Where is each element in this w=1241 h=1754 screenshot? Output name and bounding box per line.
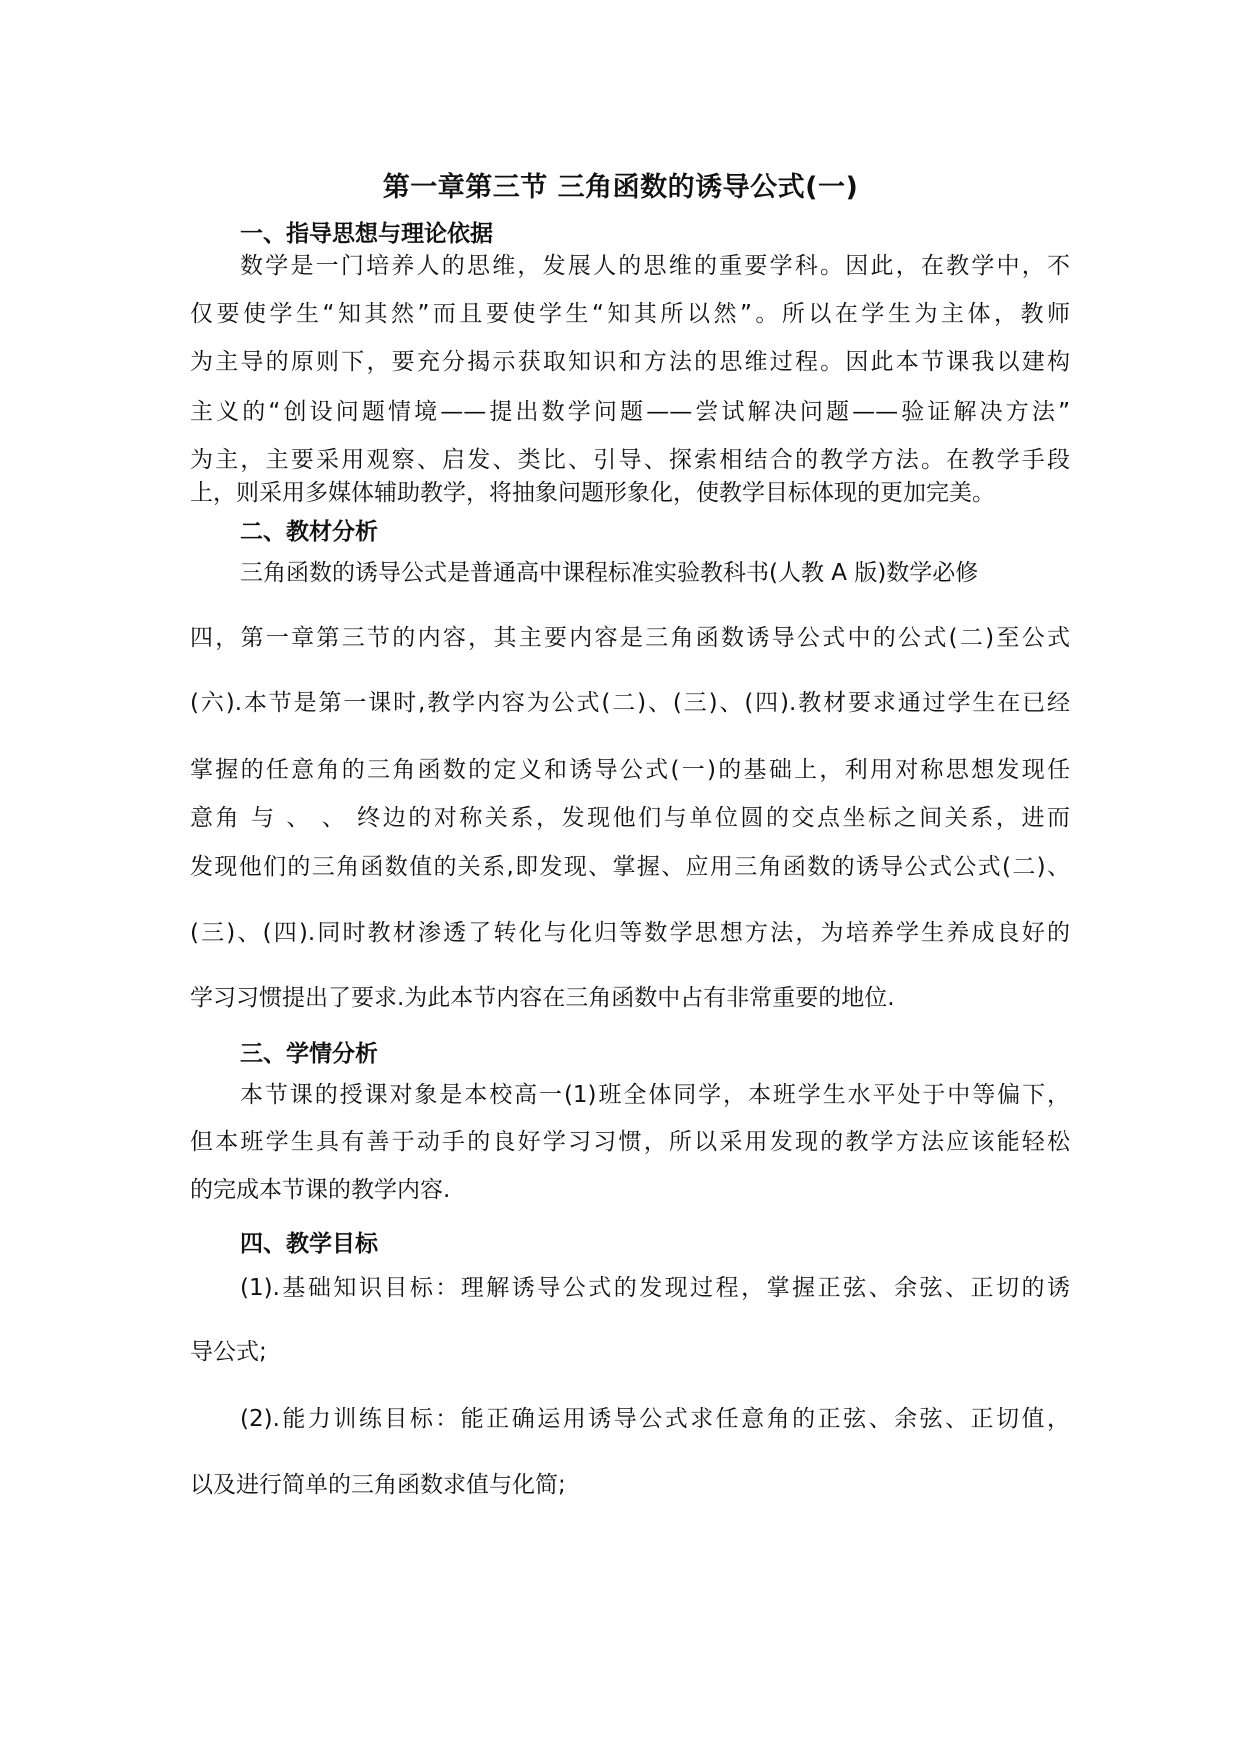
paragraph-line: 上，则采用多媒体辅助教学，将抽象问题形象化，使教学目标体现的更加完美。 [190,480,995,506]
paragraph-line: 仅要使学生“知其然”而且要使学生“知其所以然”。所以在学生为主体，教师 [190,301,1070,327]
paragraph-line: 为主导的原则下，要充分揭示获取知识和方法的思维过程。因此本节课我以建构 [190,349,1070,375]
section-heading-teaching-objectives: 四、教学目标 [240,1231,378,1257]
paragraph-line: 四，第一章第三节的内容，其主要内容是三角函数诱导公式中的公式(二)至公式 [190,625,1070,651]
paragraph-line: 但本班学生具有善于动手的良好学习习惯，所以采用发现的教学方法应该能轻松 [190,1129,1070,1155]
paragraph-line: 本节课的授课对象是本校高一(1)班全体同学，本班学生水平处于中等偏下， [240,1082,1070,1108]
paragraph-line: 导公式; [190,1339,267,1365]
paragraph-line: 为主，主要采用观察、启发、类比、引导、探索相结合的教学方法。在教学手段 [190,447,1070,473]
section-heading-guiding-ideas: 一、指导思想与理论依据 [240,221,493,247]
paragraph-line: 学习习惯提出了要求.为此本节内容在三角函数中占有非常重要的地位. [190,985,895,1011]
paragraph-line: 意角 与 、 、 终边的对称关系，发现他们与单位圆的交点坐标之间关系，进而 [190,805,1070,831]
paragraph-line: (六).本节是第一课时,教学内容为公式(二)、(三)、(四).教材要求通过学生在已经 [190,690,1070,716]
paragraph-line: 主义的“创设问题情境——提出数学问题——尝试解决问题——验证解决方法” [190,399,1070,425]
paragraph-line: 三角函数的诱导公式是普通高中课程标准实验教科书(人教 A 版)数学必修 [240,560,979,586]
paragraph-line: (2).能力训练目标：能正确运用诱导公式求任意角的正弦、余弦、正切值， [240,1406,1070,1432]
paragraph-line: 发现他们的三角函数值的关系,即发现、掌握、应用三角函数的诱导公式公式(二)、 [190,854,1070,880]
section-heading-student-analysis: 三、学情分析 [240,1041,378,1067]
section-heading-textbook-analysis: 二、教材分析 [240,519,378,545]
document-title: 第一章第三节 三角函数的诱导公式(一) [382,172,859,203]
paragraph-line: 的完成本节课的教学内容. [190,1177,451,1203]
paragraph-line: (1).基础知识目标：理解诱导公式的发现过程，掌握正弦、余弦、正切的诱 [240,1275,1070,1301]
paragraph-line: 以及进行简单的三角函数求值与化简; [190,1472,566,1498]
paragraph-line: 掌握的任意角的三角函数的定义和诱导公式(一)的基础上，利用对称思想发现任 [190,757,1070,783]
paragraph-line: 数学是一门培养人的思维，发展人的思维的重要学科。因此，在教学中，不 [240,253,1070,279]
paragraph-line: (三)、(四).同时教材渗透了转化与化归等数学思想方法，为培养学生养成良好的 [190,920,1070,946]
